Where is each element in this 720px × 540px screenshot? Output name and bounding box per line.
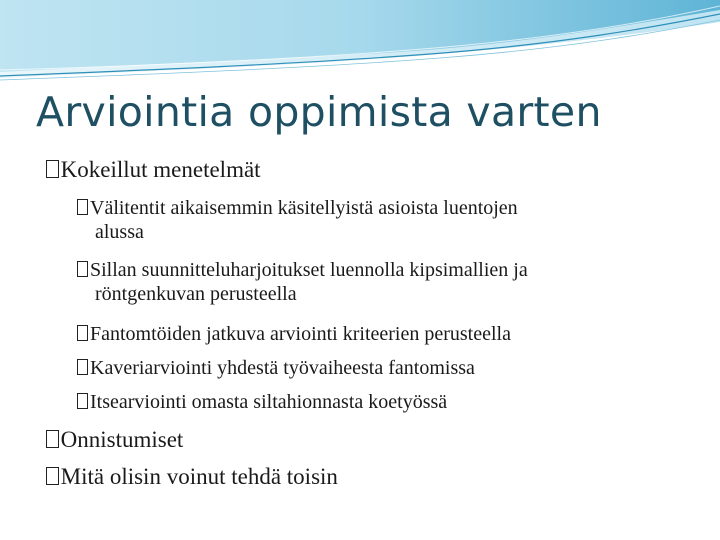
box-glyph-icon bbox=[46, 160, 59, 178]
bullet-item bbox=[46, 464, 338, 490]
sub-bullet-item bbox=[77, 390, 697, 414]
wave-banner-icon bbox=[0, 0, 720, 90]
box-glyph-icon bbox=[77, 261, 88, 277]
sub-bullet-item bbox=[77, 258, 697, 306]
slide-title: Arviointia oppimista varten bbox=[36, 88, 602, 136]
sub-bullet-item bbox=[77, 356, 697, 380]
sub-bullet-item bbox=[77, 196, 697, 244]
box-glyph-icon bbox=[46, 430, 59, 448]
box-glyph-icon bbox=[46, 467, 59, 485]
sub-bullet-text: Sillan suunnitteluharjoitukset luennolla kipsimallien ja bbox=[90, 259, 528, 281]
bullet-text: Mitä olisin voinut tehdä toisin bbox=[60, 464, 338, 489]
sub-bullet-continuation: röntgenkuvan perusteella bbox=[95, 283, 297, 305]
sub-bullet-text: Välitentit aikaisemmin käsitellyistä asioista luentojen bbox=[90, 197, 518, 219]
sub-bullet-continuation: alussa bbox=[95, 221, 144, 243]
bullet-item bbox=[46, 427, 183, 453]
box-glyph-icon bbox=[77, 199, 88, 215]
box-glyph-icon bbox=[77, 325, 88, 341]
bullet-text: Kokeillut menetelmät bbox=[60, 157, 261, 182]
box-glyph-icon bbox=[77, 359, 88, 375]
box-glyph-icon bbox=[77, 393, 88, 409]
bullet-text: Onnistumiset bbox=[60, 427, 184, 452]
sub-bullet-text: Kaveriarviointi yhdestä työvaiheesta fantomissa bbox=[90, 357, 475, 379]
sub-bullet-item bbox=[77, 322, 697, 346]
sub-bullet-text: Fantomtöiden jatkuva arviointi kriteerien perusteella bbox=[90, 323, 511, 345]
sub-bullet-text: Itsearviointi omasta siltahionnasta koetyössä bbox=[90, 391, 448, 413]
bullet-item bbox=[46, 157, 261, 183]
